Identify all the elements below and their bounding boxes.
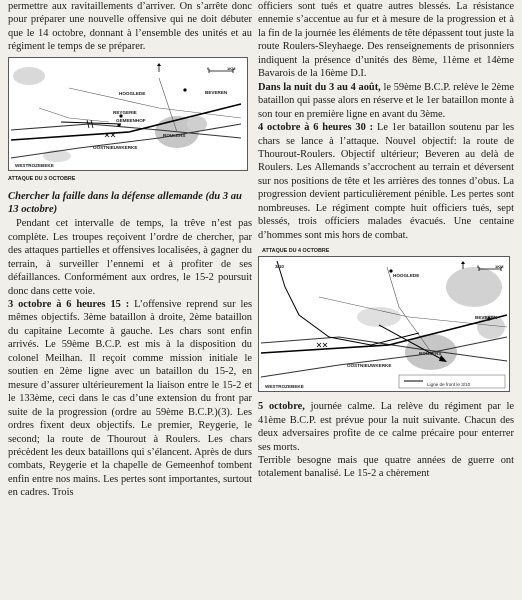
label-reygerie: REYGERIE xyxy=(113,109,137,115)
left-column xyxy=(8,0,252,500)
right-paragraph-4 xyxy=(258,400,514,454)
north-arrow-icon xyxy=(461,261,465,264)
crossed-swords-mark xyxy=(317,343,327,347)
scale-zero: 0 xyxy=(207,65,210,71)
label-westrozebeke: WESTROZEBEKE xyxy=(265,384,304,390)
label-gemeenhof: GEMEENHOF xyxy=(116,117,146,123)
terrain-patch xyxy=(13,67,45,85)
right-paragraph-5: Terrible besogne mais que quatre années de guerre ont totalement banalisé. Le 15-2 a chèrement xyxy=(258,454,514,480)
left-paragraph-1: permettre aux ravitaillements d’arriver. On s’arrête donc pour préparer une nouvelle offensive qui ne doit débuter que le 14 octobre, donnant à l’ensemble des unités et au régiment le temps de se préparer. xyxy=(8,1,252,53)
road xyxy=(261,337,507,361)
right-paragraph-1: officiers sont tués et quatre autres blessés. La résistance ennemie s’accentue au fur et à mesure de la progression et à la fin de la journée les éléments de tête dépassent tout juste la route Roulers-Sleyhaege. Des renseignements de prisonniers indiquent la présence d’unités des 8ème, 11ème et 14ème Bavarois de la 16ème D.I. xyxy=(258,1,514,80)
map-2-title: ATTAQUE DU 4 OCTOBRE xyxy=(262,248,330,255)
label-oostnieuwkerke: OOSTNIEUWKERKE xyxy=(93,144,138,150)
village-marker xyxy=(183,88,186,91)
date-lead-3-october: 3 octobre à 6 heures 15 : xyxy=(8,298,130,310)
map-attack-3-october xyxy=(8,57,248,171)
label-beveren: BEVEREN xyxy=(205,89,228,95)
right-column xyxy=(258,0,514,481)
label-date-tag: 3/10 xyxy=(275,264,284,270)
label-westrozebeke: WESTROZEBEKE xyxy=(15,162,54,168)
terrain-patch xyxy=(357,307,401,327)
label-hooglede: HOOGLEDE xyxy=(119,90,146,96)
left-paragraph-2: Pendant cet intervalle de temps, la trêve n’est pas complète. Les troupes reçoivent l’ordre de chercher, par des attaques partielles et offensives localisées, à gagner du terrain, à surveiller l’ennemi et à profiter de ses défaillances. Conformément aux ordres, le 15-2 poursuit donc dans cette voie. xyxy=(8,218,252,297)
scale-km: 1KM xyxy=(495,264,504,270)
scale-km: 1KM xyxy=(227,65,236,71)
scale-zero: 0 xyxy=(477,264,480,270)
label-hooglede: HOOGLEDE xyxy=(393,273,420,279)
label-beveren: BEVEREN xyxy=(475,315,498,321)
right-paragraph-3-text: Le 1er bataillon soutenu par les chars se lance à l’attaque. Nouvel objectif: la route de Thourout-Roulers. Objectif ultérieur; Beveren au delà de Roulers. Les Allemands s’accrochent au terrain et déversent sur nos positions de tête et les arrières des tonnes d’obus. La progression devient particulièrement pénible. Les pertes sont nombreuses. Le régiment compte huit officiers tués, sept blessés, trois officiers malades évacués. Une centaine d’hommes sont mis hors de combat. xyxy=(258,122,514,241)
left-paragraph-3-text: L’offensive reprend sur les mêmes objectifs. 3ème bataillon à droite, 2ème bataillon du capitaine Lecomte à gauche. Les chars sont enfin arrivés. Le 59ème B.C.P. est mis à la disposition du colonel Meilhan. Il reçoit comme mission initiale le soutien en 2ème ligne avec un bataillon du 15-2, en mesure d’assurer ultérieurement la liaison entre le 15-2 et le 133ème, ceci dans le cas d’une extension du front par suite de la progression (ordre au 59ème B.C.P.)(3). Les ordres fixent deux objectifs. Le premier, Reygerie, le second; la route de Thourout à Roulers. Les chars précèdent les deux bataillons qui s’élancent. Après de durs combats, Reygerie et la chapelle de Gemeenhof tombent enfin entre nos mains. Les pertes sont importantes, surtout en cadres. Trois xyxy=(8,298,252,499)
right-paragraph-2-text: le 59ème B.C.P. relève le 2ème bataillon qui passe alors en réserve et le 1er bataillon monte à son tour en première ligne en avant du 3ème. xyxy=(258,81,514,120)
map-1-caption: ATTAQUE DU 3 OCTOBRE xyxy=(8,175,76,182)
left-paragraph-3 xyxy=(8,298,252,500)
date-lead-night-3-4: Dans la nuit du 3 au 4 août, xyxy=(258,81,381,93)
road xyxy=(39,108,109,122)
map-attack-4-october xyxy=(258,248,510,392)
right-paragraph-2 xyxy=(258,81,514,121)
date-lead-4-october: 4 octobre à 6 heures 30 : xyxy=(258,122,374,134)
label-roulers: ROULERS xyxy=(163,132,186,138)
date-lead-5-october: 5 octobre, xyxy=(258,401,305,413)
terrain-patch xyxy=(187,116,207,132)
terrain-patch xyxy=(446,267,502,307)
north-arrow-icon xyxy=(157,63,161,66)
right-paragraph-4-text: journée calme. La relève du régiment par le 41ème B.C.P. est prévue pour la nuit suivante. Chacun des deux adversaires profite de ce calme précaire pour enterrer ses morts. xyxy=(258,401,514,453)
right-paragraph-3 xyxy=(258,121,514,242)
legend-front-line: Ligne de front le 3/10 xyxy=(427,382,471,388)
section-title: Chercher la faille dans la défense allemande (du 3 au 13 octobre) xyxy=(8,191,242,216)
label-oostnieuwkerke: OOSTNIEUWKERKE xyxy=(347,363,392,369)
label-roulers: ROULERS xyxy=(419,351,442,357)
